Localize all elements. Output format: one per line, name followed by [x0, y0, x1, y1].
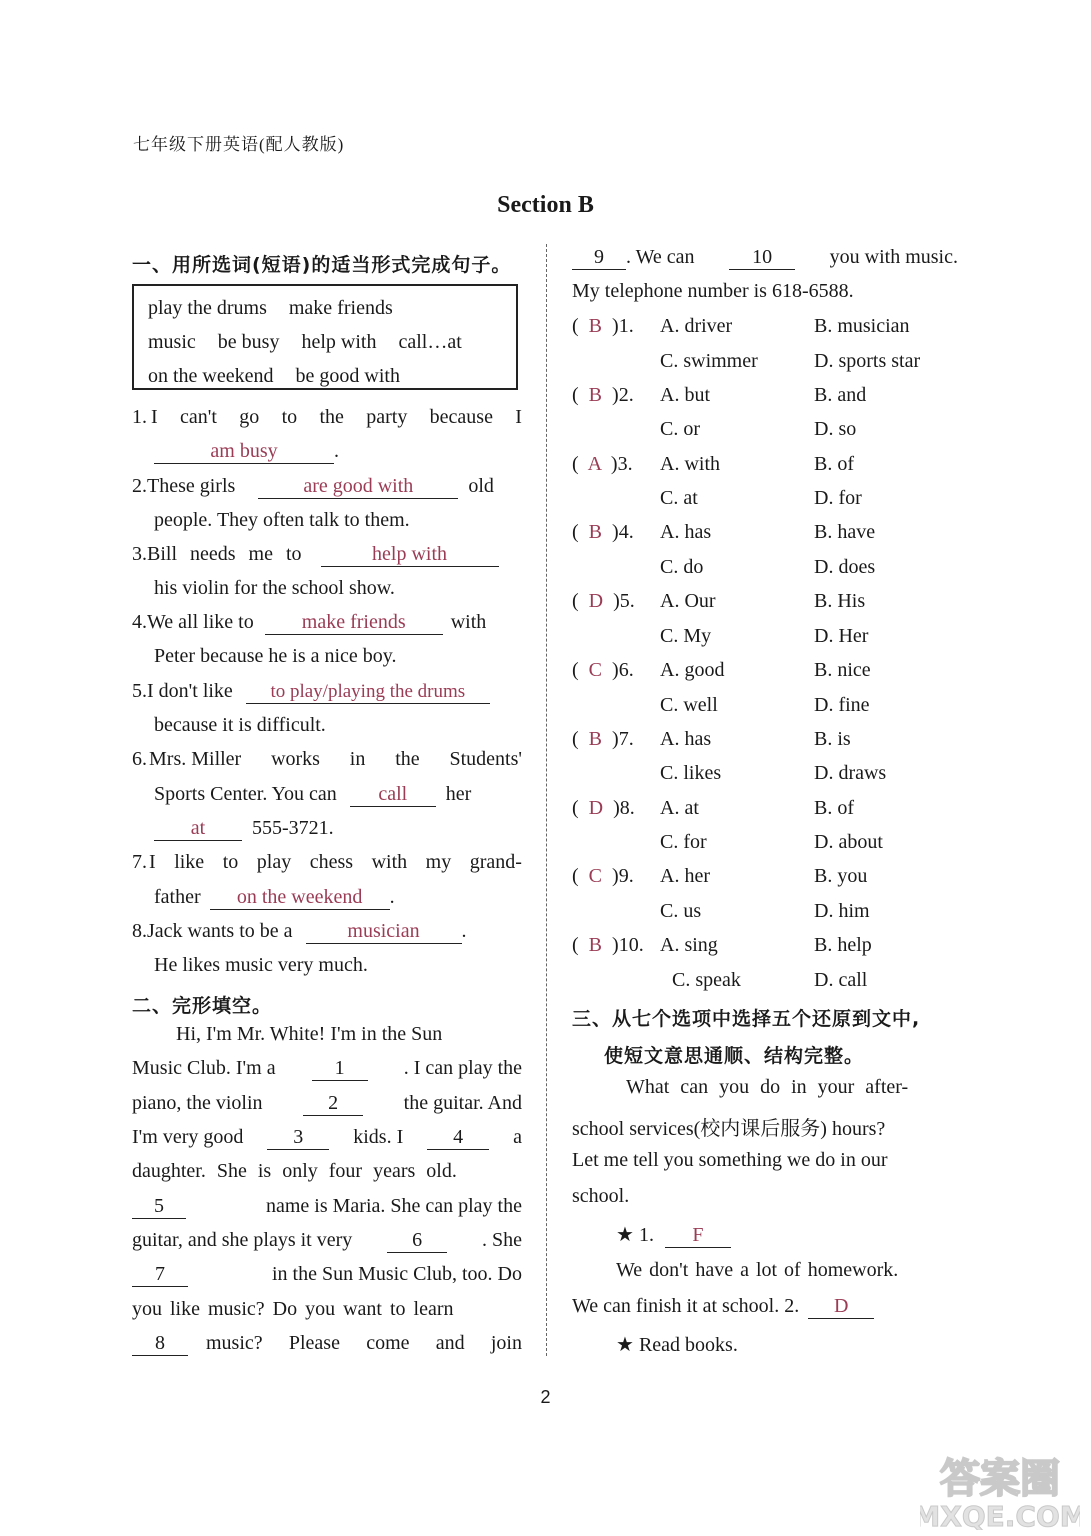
mc-option-b: B. musician — [814, 315, 910, 337]
q2-line1: 2.These girls are good with old — [132, 475, 494, 497]
watermark-logo — [920, 1448, 1080, 1530]
cloze-blank: 7 — [132, 1263, 188, 1287]
mc-question: ( D )8. A. at B. of — [572, 796, 854, 819]
mc-question: ( B )2. A. but B. and — [572, 383, 867, 406]
mc-answer: C — [588, 865, 603, 888]
mc-question: ( C )9. A. her B. you — [572, 865, 868, 888]
mc-question: ( B )4. A. has B. have — [572, 521, 876, 544]
q3-line2: his violin for the school show. — [154, 577, 395, 599]
cloze-blank: 8 — [132, 1332, 188, 1356]
mc-option-a: A. driver — [660, 315, 733, 337]
cloze-line: guitar, and she plays it very 6 . She — [132, 1229, 522, 1251]
cloze-line: you like music? Do you want to learn — [132, 1298, 454, 1320]
page-number: 2 — [540, 1387, 551, 1407]
q8-line1: 8.Jack wants to be a musician . — [132, 920, 467, 942]
mc-option-b: B. His — [814, 590, 866, 613]
mc-option-a: A. but — [660, 383, 710, 406]
word-option: help with — [301, 331, 377, 353]
mc-option-b: B. you — [814, 865, 868, 888]
q5-line2: because it is difficult. — [154, 714, 326, 736]
cloze-blank: 5 — [132, 1195, 186, 1219]
mc-option-c: C. speak — [672, 968, 741, 991]
passage-line: We can finish it at school. 2. D — [572, 1295, 874, 1319]
answer-blank: make friends — [265, 611, 443, 635]
mc-option-d: D. sports star — [814, 349, 921, 372]
mc-option-a: A. sing — [660, 934, 718, 957]
q1-line1: 1. I can't go to the party because I — [132, 406, 522, 428]
answer-blank: musician — [306, 920, 462, 944]
mc-option-c: C. us — [660, 899, 702, 922]
mc-option-b: B. help — [814, 934, 872, 957]
column-divider — [546, 244, 547, 1356]
mc-question: ( B )1. A. driver B. musician — [572, 315, 910, 337]
cloze-line: I'm very good 3 kids. I 4 a — [132, 1126, 522, 1148]
cloze-line: 8 music? Please come and join — [132, 1332, 522, 1356]
mc-answer: B — [588, 727, 603, 750]
cloze-blank: 3 — [267, 1126, 329, 1150]
passage-line: school. — [572, 1185, 630, 1207]
mc-option-c: C. well — [660, 693, 718, 716]
q4-line2: Peter because he is a nice boy. — [154, 645, 397, 667]
word-option: on the weekend — [148, 365, 274, 387]
mc-answer: B — [588, 383, 603, 406]
q4-line1: 4.We all like to make friends with — [132, 611, 487, 633]
mc-option-d: D. so — [814, 418, 857, 441]
part3-heading: 三、从七个选项中选择五个还原到文中, — [572, 1008, 921, 1030]
q6-line3: at 555-3721. — [154, 817, 334, 841]
word-option: be busy — [217, 331, 280, 353]
cloze-line: 7 in the Sun Music Club, too. Do — [132, 1263, 522, 1287]
word-option: call…at — [398, 331, 462, 353]
mc-question: ( B )10. A. sing B. help — [572, 934, 872, 957]
mc-option-d: D. call — [814, 968, 868, 991]
q2-line2: people. They often talk to them. — [154, 509, 410, 531]
mc-question-row2 — [660, 350, 920, 373]
mc-question-row2 — [660, 762, 886, 785]
mc-option-c: C. swimmer — [660, 349, 758, 372]
mc-answer: C — [588, 659, 603, 681]
mc-question: ( C )6. A. good B. nice — [572, 659, 871, 681]
section-title: Section B — [497, 192, 594, 218]
cloze-blank: 2 — [303, 1092, 363, 1116]
q1-line2: am busy . — [154, 440, 339, 464]
mc-option-a: A. her — [660, 865, 710, 888]
answer-blank: at — [154, 817, 242, 841]
passage-item-1: ★ 1. F — [616, 1222, 731, 1248]
mc-option-a: A. has — [660, 521, 712, 544]
passage-line: We don't have a lot of homework. — [616, 1259, 899, 1281]
mc-option-d: D. about — [814, 831, 883, 854]
mc-question: ( D )5. A. Our B. His — [572, 590, 866, 613]
mc-option-a: A. good — [660, 659, 725, 681]
mc-option-c: C. at — [660, 487, 698, 510]
mc-answer: D — [588, 590, 604, 613]
mc-question-row2 — [660, 900, 870, 923]
mc-option-c: C. for — [660, 831, 707, 854]
answer-blank: help with — [321, 543, 499, 567]
star-icon: ★ — [616, 1334, 634, 1356]
mc-option-a: A. with — [660, 452, 720, 475]
answer-blank: to play/playing the drums — [246, 681, 490, 704]
passage-item-3: ★ Read books. — [616, 1334, 738, 1356]
mc-option-d: D. fine — [814, 693, 870, 716]
mc-question-row2 — [660, 831, 883, 854]
cloze-blank: 6 — [387, 1229, 447, 1253]
mc-question-row2 — [672, 969, 867, 992]
mc-question-row2 — [660, 694, 870, 717]
mc-option-d: D. him — [814, 899, 870, 922]
passage-line: school services(校内课后服务) hours? — [572, 1118, 886, 1140]
mc-option-a: A. Our — [660, 590, 716, 613]
cloze-blank: 10 — [729, 246, 795, 270]
mc-option-a: A. at — [660, 796, 699, 819]
cloze-line: Hi, I'm Mr. White! I'm in the Sun — [176, 1023, 443, 1045]
cloze-line: piano, the violin 2 the guitar. And — [132, 1092, 522, 1114]
mc-option-c: C. do — [660, 555, 704, 578]
q6-line1: 6. Mrs. Miller works in the Students' — [132, 748, 522, 770]
mc-option-b: B. nice — [814, 659, 871, 681]
answer-blank: D — [808, 1295, 874, 1319]
cloze-line: My telephone number is 618-6588. — [572, 280, 854, 302]
answer-blank: are good with — [258, 475, 458, 499]
mc-option-b: B. of — [814, 452, 854, 475]
q7-line2: father on the weekend . — [154, 886, 395, 908]
mc-option-c: C. My — [660, 624, 712, 647]
mc-question-row2 — [660, 487, 862, 510]
mc-option-b: B. of — [814, 796, 854, 819]
cloze-line: daughter. She is only four years old. — [132, 1160, 457, 1182]
passage-line: What can you do in your after- — [626, 1076, 909, 1098]
mc-option-c: C. likes — [660, 762, 722, 785]
mc-option-c: C. or — [660, 418, 700, 441]
passage-line: Let me tell you something we do in our — [572, 1149, 888, 1171]
mc-option-b: B. and — [814, 383, 867, 406]
mc-question-row2 — [660, 625, 868, 648]
part1-heading: 一、用所选词(短语)的适当形式完成句子。 — [132, 254, 512, 276]
book-header: 七年级下册英语(配人教版) — [133, 135, 345, 154]
cloze-blank: 4 — [427, 1126, 489, 1150]
mc-option-b: B. is — [814, 727, 851, 750]
mc-option-d: D. for — [814, 487, 862, 510]
cloze-line: Music Club. I'm a 1 . I can play the — [132, 1057, 522, 1079]
mc-answer: D — [588, 796, 604, 819]
svg-text:答案圈: 答案圈 — [940, 1456, 1060, 1502]
mc-option-d: D. draws — [814, 762, 887, 785]
q6-line2: Sports Center. You can call her — [154, 783, 472, 805]
q7-line1: 7. I like to play chess with my grand- — [132, 851, 522, 873]
cloze-blank: 1 — [312, 1057, 368, 1081]
q5-line1: 5.I don't like to play/playing the drums — [132, 680, 490, 704]
mc-option-d: D. does — [814, 555, 876, 578]
word-box — [132, 284, 518, 390]
word-option: be good with — [295, 365, 400, 387]
word-option: music — [148, 331, 196, 353]
mc-answer: B — [588, 315, 603, 337]
mc-question: ( A )3. A. with B. of — [572, 452, 854, 475]
mc-answer: B — [588, 521, 603, 544]
answer-blank: am busy — [154, 440, 334, 464]
part2-heading: 二、完形填空。 — [132, 995, 273, 1017]
answer-blank: on the weekend — [210, 886, 390, 910]
svg-text:MXQE.COM: MXQE.COM — [920, 1500, 1080, 1530]
mc-question-row2 — [660, 556, 875, 579]
answer-blank: F — [665, 1224, 731, 1248]
mc-option-a: A. has — [660, 727, 712, 750]
star-icon: ★ — [616, 1224, 634, 1246]
q8-line2: He likes music very much. — [154, 954, 368, 976]
cloze-line: 5 name is Maria. She can play the — [132, 1195, 522, 1219]
answer-blank: call — [350, 783, 436, 807]
cloze-line: 9 . We can 10 you with music. — [572, 246, 958, 270]
mc-question-row2 — [660, 418, 856, 441]
part3-heading-line2: 使短文意思通顺、结构完整。 — [604, 1045, 865, 1067]
word-option: make friends — [288, 297, 393, 319]
mc-option-d: D. Her — [814, 624, 869, 647]
mc-answer: B — [588, 934, 603, 957]
mc-answer: A — [587, 452, 601, 475]
word-option: play the drums — [148, 297, 267, 319]
cloze-blank: 9 — [572, 246, 626, 270]
mc-question: ( B )7. A. has B. is — [572, 727, 851, 750]
q3-line1: 3.Bill needs me to help with — [132, 543, 499, 567]
mc-option-b: B. have — [814, 521, 876, 544]
